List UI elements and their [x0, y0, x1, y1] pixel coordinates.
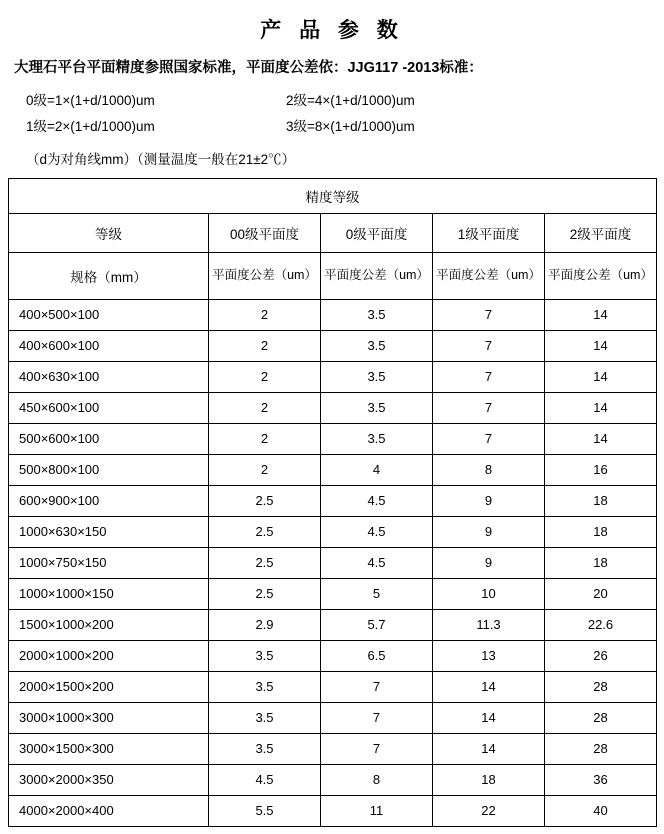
row-value-00: 2: [209, 299, 321, 330]
row-value-00: 2.5: [209, 578, 321, 609]
row-value-00: 2: [209, 361, 321, 392]
grade-formula-0: 0级=1×(1+d/1000)um: [26, 93, 155, 109]
row-value-2: 20: [545, 578, 657, 609]
row-value-2: 18: [545, 547, 657, 578]
row-spec: 400×500×100: [9, 299, 209, 330]
table-row: [9, 392, 657, 423]
row-spec: 3000×1000×300: [9, 702, 209, 733]
row-value-1: 13: [433, 640, 545, 671]
accuracy-grade-header: 精度等级: [9, 178, 657, 213]
row-value-2: 28: [545, 671, 657, 702]
row-spec: 1500×1000×200: [9, 609, 209, 640]
row-value-1: 9: [433, 547, 545, 578]
spec-row-label: 规格（mm）: [9, 252, 209, 299]
row-spec: 3000×2000×350: [9, 764, 209, 795]
row-value-2: 36: [545, 764, 657, 795]
row-value-2: 40: [545, 795, 657, 826]
table-grade-row: [9, 213, 657, 252]
standard-intro-text: 大理石平台平面精度参照国家标准，平面度公差依：JJG117 -2013标准：: [14, 60, 483, 76]
row-spec: 2000×1500×200: [9, 671, 209, 702]
grade-column-00: 00级平面度: [209, 213, 321, 252]
grade-formula-2: 2级=4×(1+d/1000)um: [286, 93, 415, 109]
row-value-2: 14: [545, 330, 657, 361]
table-row: [9, 547, 657, 578]
tolerance-label-1: 平面度公差（um）: [433, 252, 545, 299]
row-value-0: 3.5: [321, 423, 433, 454]
table-row: [9, 578, 657, 609]
row-value-0: 4: [321, 454, 433, 485]
row-value-1: 14: [433, 733, 545, 764]
row-spec: 1000×630×150: [9, 516, 209, 547]
tolerance-label-0: 平面度公差（um）: [321, 252, 433, 299]
table-row: [9, 640, 657, 671]
row-value-1: 14: [433, 671, 545, 702]
row-value-0: 7: [321, 733, 433, 764]
row-value-2: 18: [545, 516, 657, 547]
tolerance-label-2: 平面度公差（um）: [545, 252, 657, 299]
row-spec: 500×800×100: [9, 454, 209, 485]
grade-column-2: 2级平面度: [545, 213, 657, 252]
table-row: [9, 609, 657, 640]
row-value-2: 14: [545, 392, 657, 423]
row-value-0: 7: [321, 671, 433, 702]
row-value-2: 16: [545, 454, 657, 485]
grade-formula-1: 1级=2×(1+d/1000)um: [26, 118, 155, 134]
row-value-0: 6.5: [321, 640, 433, 671]
row-value-1: 7: [433, 330, 545, 361]
table-body: [9, 178, 657, 826]
row-value-2: 28: [545, 702, 657, 733]
row-value-00: 2: [209, 423, 321, 454]
table-row: [9, 702, 657, 733]
row-value-00: 2: [209, 330, 321, 361]
grade-formula-row: [26, 88, 656, 114]
row-value-2: 14: [545, 423, 657, 454]
row-value-1: 7: [433, 392, 545, 423]
row-spec: 1000×750×150: [9, 547, 209, 578]
row-value-2: 18: [545, 485, 657, 516]
table-row: [9, 733, 657, 764]
row-value-1: 8: [433, 454, 545, 485]
row-value-0: 4.5: [321, 547, 433, 578]
product-spec-page: [0, 14, 664, 834]
table-row: [9, 454, 657, 485]
row-value-0: 4.5: [321, 485, 433, 516]
row-value-0: 5.7: [321, 609, 433, 640]
row-value-0: 8: [321, 764, 433, 795]
row-value-2: 14: [545, 299, 657, 330]
row-value-1: 7: [433, 423, 545, 454]
row-value-00: 2: [209, 392, 321, 423]
row-spec: 1000×1000×150: [9, 578, 209, 609]
grade-column-0: 0级平面度: [321, 213, 433, 252]
tolerance-label-00: 平面度公差（um）: [209, 252, 321, 299]
row-spec: 600×900×100: [9, 485, 209, 516]
row-value-1: 11.3: [433, 609, 545, 640]
row-value-00: 3.5: [209, 702, 321, 733]
row-value-0: 4.5: [321, 516, 433, 547]
table-header-row-span: [9, 178, 657, 213]
table-row: [9, 795, 657, 826]
grade-formula-3: 3级=8×(1+d/1000)um: [286, 118, 415, 134]
row-value-0: 3.5: [321, 299, 433, 330]
row-spec: 400×600×100: [9, 330, 209, 361]
row-value-00: 4.5: [209, 764, 321, 795]
row-spec: 3000×1500×300: [9, 733, 209, 764]
table-row: [9, 299, 657, 330]
flatness-spec-table: [8, 178, 657, 827]
row-value-1: 22: [433, 795, 545, 826]
row-value-00: 3.5: [209, 671, 321, 702]
row-value-0: 5: [321, 578, 433, 609]
row-value-1: 18: [433, 764, 545, 795]
row-value-00: 5.5: [209, 795, 321, 826]
row-value-00: 2.5: [209, 485, 321, 516]
grade-row-label: 等级: [9, 213, 209, 252]
row-value-00: 3.5: [209, 733, 321, 764]
row-value-00: 2.9: [209, 609, 321, 640]
row-value-1: 7: [433, 299, 545, 330]
page-title: 产 品 参 数: [260, 19, 404, 42]
row-value-00: 3.5: [209, 640, 321, 671]
row-value-0: 3.5: [321, 361, 433, 392]
row-value-0: 3.5: [321, 330, 433, 361]
table-row: [9, 361, 657, 392]
row-value-2: 28: [545, 733, 657, 764]
row-value-2: 14: [545, 361, 657, 392]
row-value-0: 7: [321, 702, 433, 733]
row-value-1: 10: [433, 578, 545, 609]
row-value-2: 22.6: [545, 609, 657, 640]
row-value-2: 26: [545, 640, 657, 671]
grade-formula-list: [8, 88, 656, 139]
table-subheader-row: [9, 252, 657, 299]
row-spec: 450×600×100: [9, 392, 209, 423]
table-row: [9, 330, 657, 361]
row-value-1: 14: [433, 702, 545, 733]
row-value-00: 2: [209, 454, 321, 485]
row-value-1: 9: [433, 516, 545, 547]
row-value-00: 2.5: [209, 516, 321, 547]
row-spec: 2000×1000×200: [9, 640, 209, 671]
measurement-note: （d为对角线mm）（测量温度一般在21±2℃）: [26, 151, 296, 167]
grade-column-1: 1级平面度: [433, 213, 545, 252]
row-spec: 400×630×100: [9, 361, 209, 392]
row-value-1: 7: [433, 361, 545, 392]
row-value-0: 11: [321, 795, 433, 826]
row-spec: 500×600×100: [9, 423, 209, 454]
row-value-00: 2.5: [209, 547, 321, 578]
table-row: [9, 764, 657, 795]
table-row: [9, 485, 657, 516]
row-value-0: 3.5: [321, 392, 433, 423]
row-spec: 4000×2000×400: [9, 795, 209, 826]
table-row: [9, 671, 657, 702]
table-row: [9, 516, 657, 547]
grade-formula-row: [26, 114, 656, 140]
table-row: [9, 423, 657, 454]
row-value-1: 9: [433, 485, 545, 516]
